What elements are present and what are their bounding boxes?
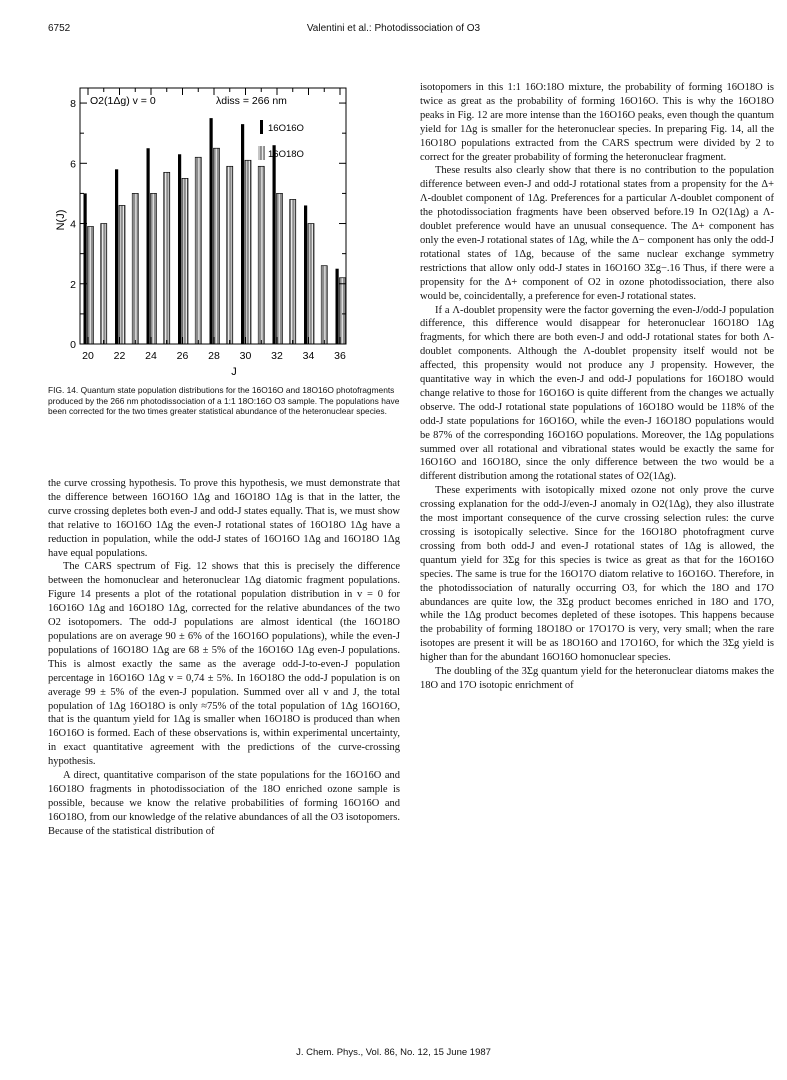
right-paragraph: These experiments with isotopically mixed ozone not only prove the curve crossing explanation for the odd-J/even-J anomaly in O2(1Δg), they also illustrate the most important consequence of the curve crossing selection rules: the curve crossing is isotopically selective. Since for the 16O18O photofragment curve crossing from both odd-J and even-J rotational states of 1Δg is allowed, the quantum yield for 3Σg for this species is twice as great as that for the 16O16O species. The same is true for the 16O17O diatom relative to 16O16O. Therefore, in the photodissociation of naturally occurring O3, for which the 18O and 17O abundances are quite low, the 3Σg product becomes enriched in 18O and 17O, while the 1Δg product becomes depleted of these isotopes. This happens because the probability of forming 18O18O or 17O17O is very, very small; when the rare isotopes are present it will be as 18O16O and 17O16O, for which the 3Σg yield is higher than for the abundant 16O16O homonuclear species. (420, 485, 774, 664)
chart-bars (84, 118, 346, 344)
bar-16O18O (227, 166, 233, 344)
bar-16O18O (245, 160, 251, 344)
bar-16O18O (182, 178, 188, 344)
y-tick-label: 0 (70, 339, 76, 351)
x-tick-label: 30 (239, 350, 252, 362)
legend-solid-swatch (260, 120, 263, 134)
running-title: Valentini et al.: Photodissociation of O3 (306, 23, 481, 34)
state-label: O2(1Δg) v = 0 (90, 95, 156, 107)
bar-16O18O (88, 227, 94, 344)
x-tick-label: 26 (176, 350, 189, 362)
bar-16O16O (178, 154, 181, 344)
bar-16O18O (195, 157, 201, 344)
right-paragraph: These results also clearly show that there is no contribution to the population difference between even-J and odd-J rotational states from a propensity for the Δ+ Λ-doublet component of 1Δg. Preferences for a particular Λ-doublet component of the photodissociation fragments have been observed before.19 In O2(1Δg) a Λ-doublet preference would have an unusual consequence. The Δ+ component has only the even-J rotational states of 1Δg, while the Δ− component has only the odd-J rotational states of 1Δg, because of the same nuclear exchange symmetry restrictions that allow only odd-J states in 16O16O 3Σg−.16 Thus, if there were a propensity for the Δ+ component of O2 in ozone photodissociation, there also would be, coincidentally, a preference for even-J rotational states. (420, 165, 774, 302)
page-footer: J. Chem. Phys., Vol. 86, No. 12, 15 June 1987 (296, 1047, 491, 1058)
bar-16O16O (304, 205, 307, 344)
y-tick-label: 8 (70, 98, 76, 111)
bar-16O18O (164, 172, 170, 344)
legend-solid-label: 16O16O (268, 123, 304, 134)
x-tick-label: 32 (271, 350, 283, 362)
bar-16O18O (258, 166, 264, 344)
figure-14-chart (48, 80, 368, 380)
x-tick-label: 24 (145, 350, 157, 362)
x-tick-label: 34 (302, 350, 315, 362)
right-column (420, 81, 774, 693)
right-paragraph: If a Λ-doublet propensity were the factor governing the even-J/odd-J population difference, this difference would disappear for heteronuclear 16O18O 1Δg fragments, for which there are both even-J and odd-J rotational states for both Λ-doublet components. Although the Λ-doublet propensity itself would not be affected, this propensity would not produce any J propensity. However, the quantitative way in which the even-J and odd-J populations for 16O18O would change relative to those for 16O16O is quite different from the changes we actually observe. The odd-J rotational state populations of 16O18O would be 118% of the odd-J state populations for 16O16O, while the even-J 16O18O populations would be 87% of the corresponding 16O16O populations. Moreover, the 1Δg populations summed over all rotational and vibrational states would be exactly the same for 16O16O and 16O18O, since the only difference between the two would be a different distribution among the rotational states of O2(1Δg). (420, 304, 774, 483)
x-tick-label: 28 (208, 350, 220, 362)
left-paragraph: The CARS spectrum of Fig. 12 shows that this is precisely the difference between the homonuclear and heteronuclear 1Δg diatomic fragment populations. Figure 14 presents a plot of the rotational population distribution in v = 0 for 16O16O 1Δg and 16O18O 1Δg, corrected for the relative abundances of the two O2 isotopomers. The odd-J populations are almost identical (the 16O18O populations are on average 90 ± 6% of the 16O16O populations), while the even-J populations of 16O18O 1Δg are 68 ± 5% of the 16O16O 1Δg even-J populations. This is almost exactly the same as the average odd-J-to-even-J population percentage in 16O16O 1Δg v = 0,74 ± 5%. In 16O18O the odd-J population is on average 99 ± 5% of the even-J population. Summed over all v and J, the total population of 1Δg 16O18O is only ≈75% of the total population of 1Δg 16O16O, that is the quantum yield for 1Δg is smaller when 16O18O is produced than when 16O16O is formed. Each of these observations is, within experimental uncertainty, in exact quantitative agreement with the predictions of the curve-crossing hypothesis. (48, 561, 400, 768)
legend-hatched-label: 16O18O (268, 149, 304, 160)
x-tick-label: 36 (334, 350, 346, 362)
bar-16O16O (241, 124, 244, 344)
left-paragraph: the curve crossing hypothesis. To prove this hypothesis, we must demonstrate that the difference between 16O16O 1Δg and 16O18O 1Δg is that in the latter, the curve crossing depletes both even-J and odd-J states equally. That is, we must show that relative to 16O16O 1Δg the even-J rotational states of 16O18O 1Δg have a reduction in population, while the odd-J states of 16O16O 1Δg and 16O18O 1Δg have equal populations. (48, 478, 400, 559)
lambda-label: λdiss = 266 nm (216, 95, 287, 107)
bar-16O18O (340, 278, 346, 344)
x-tick-label: 20 (82, 350, 94, 362)
bar-16O16O (336, 269, 339, 344)
bar-16O16O (147, 148, 150, 344)
bar-16O18O (277, 193, 283, 344)
y-tick-label: 4 (70, 218, 76, 231)
x-tick-label: 22 (113, 350, 126, 362)
bar-16O18O (214, 148, 220, 344)
bar-16O18O (119, 205, 125, 344)
figure-caption: FIG. 14. Quantum state population distributions for the 16O16O and 18O16O photofragments produced by the 266 nm photodissociation of a 1:1 18O:16O O3 sample. The populations have been corrected for the two times greater statistical abundance of the heteronuclear species. (48, 385, 400, 416)
y-tick-label: 2 (70, 278, 76, 291)
x-axis-label: J (231, 366, 237, 378)
bar-16O16O (115, 169, 118, 344)
bar-16O18O (101, 224, 107, 344)
right-paragraph: The doubling of the 3Σg quantum yield for the heteronuclear diatoms makes the 18O and 17O isotopic enrichment of (420, 666, 774, 691)
bar-16O16O (84, 193, 87, 344)
bar-16O16O (210, 118, 213, 344)
left-paragraph: A direct, quantitative comparison of the state populations for the 16O16O and 16O18O fragments in photodissociation of the 18O enriched ozone sample is possible, because we know the relative probabilities of forming 16O16O and 16O18O, from our knowledge of the relative abundances of all the O3 isotopomers. Because of the statistical distribution of (48, 770, 400, 837)
y-tick-label: 6 (70, 158, 76, 171)
y-axis-label: N(J) (55, 209, 67, 231)
bar-16O18O (132, 193, 138, 344)
bar-16O18O (321, 266, 327, 344)
left-column (48, 477, 400, 839)
bar-16O16O (273, 145, 276, 344)
bar-16O18O (308, 224, 314, 344)
bar-16O18O (290, 199, 296, 344)
bar-16O18O (151, 193, 157, 344)
page-number: 6752 (48, 23, 71, 34)
right-paragraph: isotopomers in this 1:1 16O:18O mixture, the probability of forming 16O18O is twice as great as the probability of forming 16O16O. This is why the 16O18O peaks in Fig. 12 are more intense than the 16O16O peaks, even though the quantum yield for 1Δg is smaller for the heteronuclear species. In preparing Fig. 14, all the 16O18O populations extracted from the CARS spectrum were divided by 2 to correct for the greater probability of forming the heteronuclear fragment. (420, 82, 774, 163)
legend-hatched-swatch (259, 146, 265, 160)
